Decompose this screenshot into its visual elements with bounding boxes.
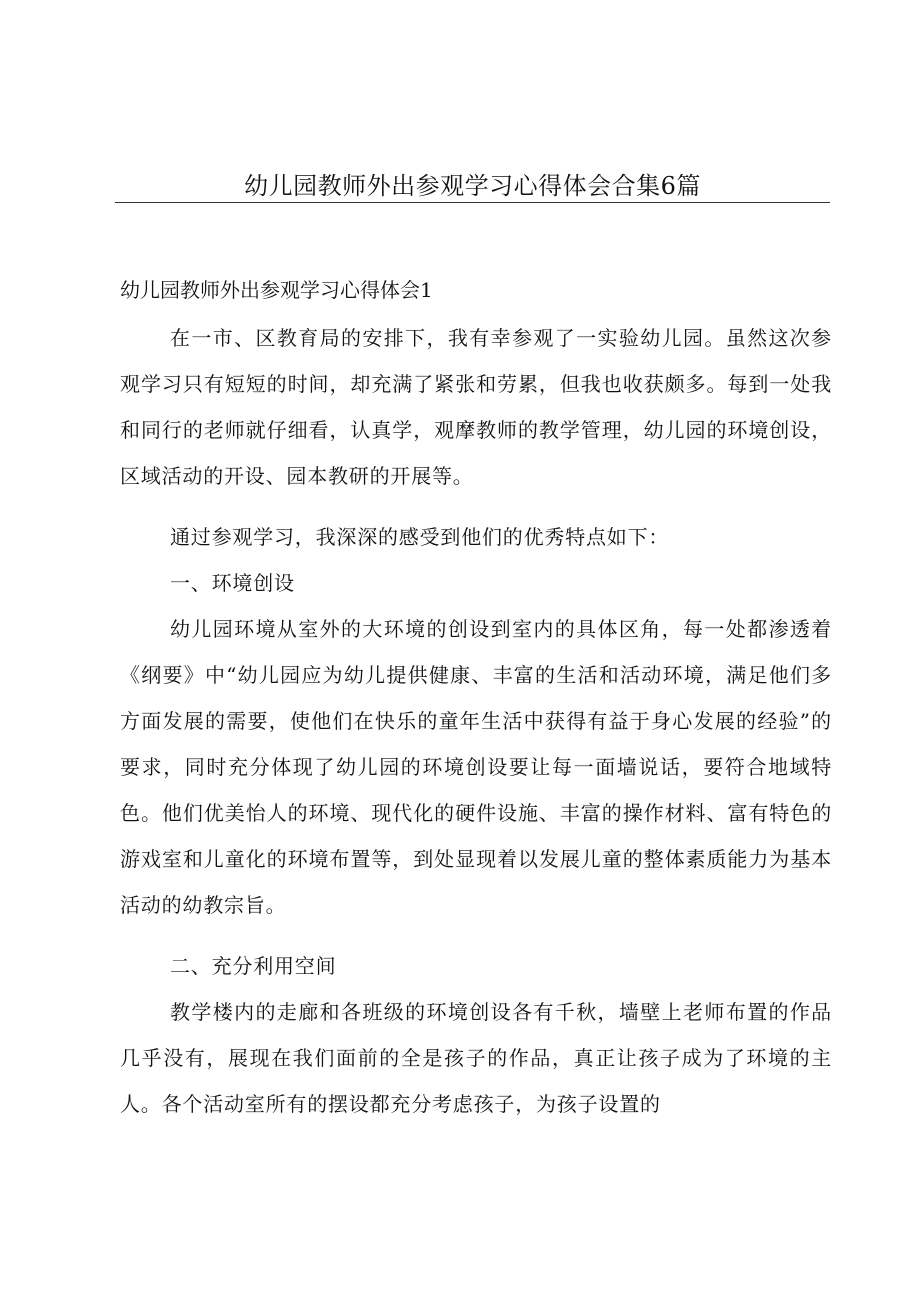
paragraph-intro: 在一市、区教育局的安排下，我有幸参观了一实验幼儿园。虽然这次参观学习只有短短的时间，却充满了紧张和劳累，但我也收获颇多。每到一处我和同行的老师就仔细看，认真学，观摩教师的教学管理，幼儿园的环境创设，区域活动的开设、园本教研的开展等。	[120, 326, 832, 488]
title-underline	[115, 202, 830, 203]
subheading-space: 二、充分利用空间	[170, 954, 337, 978]
document-title: 幼儿园教师外出参观学习心得体会合集6篇	[244, 172, 701, 200]
paragraph-space: 教学楼内的走廊和各班级的环境创设各有千秋，墙壁上老师布置的作品几乎没有，展现在我们面前的全是孩子的作品，真正让孩子成为了环境的主人。各个活动室所有的摆设都充分考虑孩子，为孩子设置的	[120, 1000, 832, 1116]
subheading-environment: 一、环境创设	[170, 571, 295, 595]
paragraph-summary: 通过参观学习，我深深的感受到他们的优秀特点如下：	[170, 525, 670, 549]
paragraph-environment: 幼儿园环境从室外的大环境的创设到室内的具体区角，每一处都渗透着《纲要》中“幼儿园应为幼儿提供健康、丰富的生活和活动环境，满足他们多方面发展的需要，使他们在快乐的童年生活中获得有益于身心发展的经验”的要求，同时充分体现了幼儿园的环境创设要让每一面墙说话，要符合地域特色。他们优美怡人的环境、现代化的硬件设施、丰富的操作材料、富有特色的游戏室和儿童化的环境布置等，到处显现着以发展儿童的整体素质能力为基本活动的幼教宗旨。	[120, 617, 832, 917]
section-heading: 幼儿园教师外出参观学习心得体会1	[120, 278, 433, 302]
